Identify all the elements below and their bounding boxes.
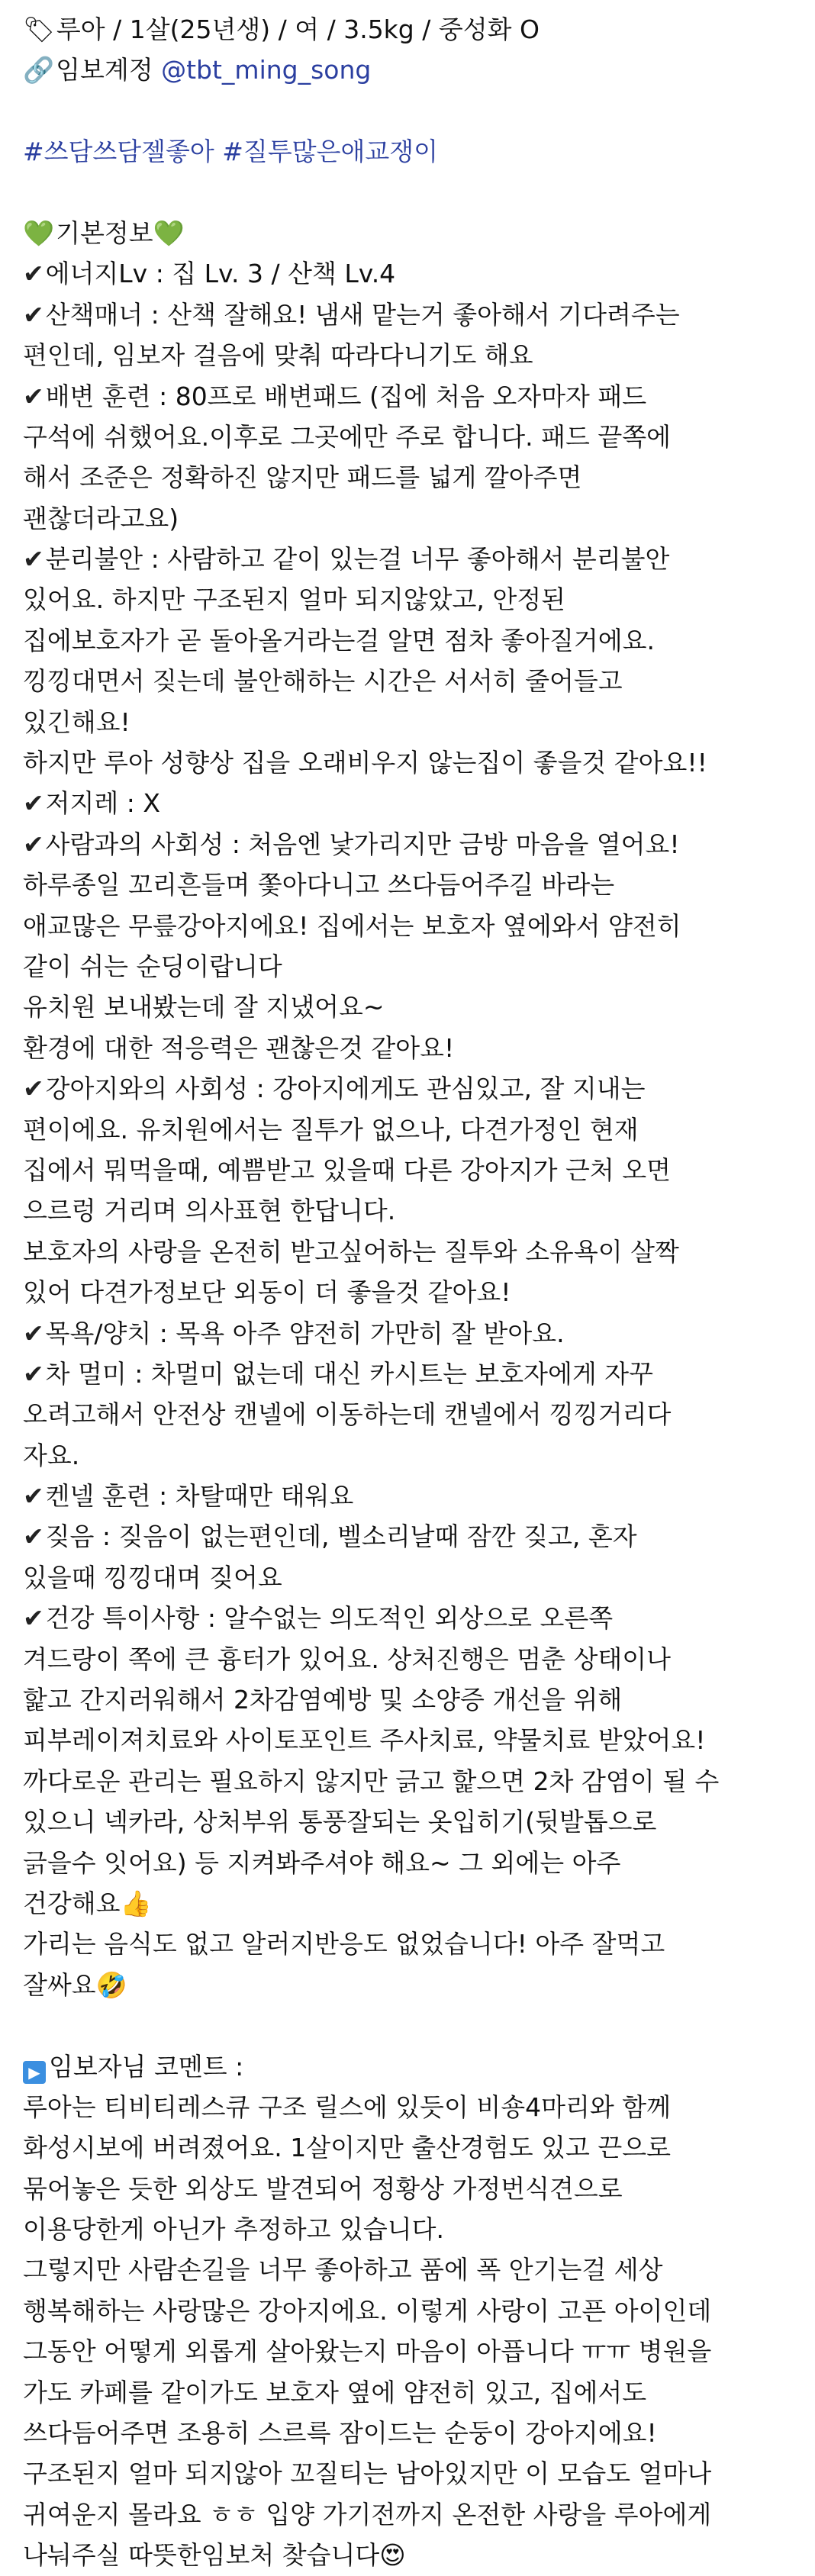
comment-line <box>23 2372 797 2413</box>
basic-info-line <box>23 1843 797 1883</box>
thumbs-up-icon: 👍 <box>120 1888 152 1918</box>
basic-info-list <box>23 253 797 2005</box>
basic-info-text: 있어요. 하지만 구조된지 얼마 되지않았고, 안정된 <box>23 584 565 615</box>
check-mark-icon: ✔ <box>23 829 44 859</box>
basic-info-line <box>23 661 797 701</box>
basic-info-text: 있을때 낑낑대며 짖어요 <box>23 1562 282 1592</box>
basic-info-text: 강아지와의 사회성 : 강아지에게도 관심있고, 잘 지내는 <box>45 1074 646 1104</box>
basic-info-text: 보호자의 사랑을 온전히 받고싶어하는 질투와 소유욕이 살짝 <box>23 1236 679 1267</box>
basic-info-line <box>23 1150 797 1190</box>
basic-info-line <box>23 1924 797 1964</box>
basic-info-text: 분리불안 : 사람하고 같이 있는걸 너무 좋아해서 분리불안 <box>45 544 670 575</box>
basic-info-text: 집에보호자가 곧 돌아올거라는걸 알면 점차 좋아질거에요. <box>23 625 656 655</box>
check-mark-icon: ✔ <box>23 299 44 330</box>
basic-info-text: 집에서 뭐먹을때, 예쁨받고 있을때 다른 강아지가 근처 오면 <box>23 1154 671 1185</box>
label-tag-icon: 🏷 <box>23 14 55 44</box>
basic-info-line <box>23 1802 797 1842</box>
basic-info-line <box>23 865 797 905</box>
basic-info-line <box>23 742 797 783</box>
spacer <box>23 172 797 213</box>
basic-info-line <box>23 702 797 742</box>
check-mark-icon: ✔ <box>23 1521 44 1552</box>
basic-info-line <box>23 253 797 294</box>
play-button-icon: ▶ <box>23 2061 46 2084</box>
basic-info-text: 까다로운 관리는 필요하지 않지만 긁고 핥으면 2차 감염이 될 수 <box>23 1766 720 1796</box>
basic-info-text: 짖음 : 짖음이 없는편인데, 벨소리날때 잠깐 짖고, 혼자 <box>45 1521 637 1552</box>
laughing-face-icon: 🤣 <box>95 1969 127 2000</box>
comment-line <box>23 2331 797 2372</box>
basic-info-line <box>23 1639 797 1679</box>
basic-info-line <box>23 376 797 417</box>
basic-info-text: 잘싸요 <box>23 1969 96 2000</box>
spacer <box>23 2005 797 2046</box>
basic-info-line <box>23 457 797 497</box>
check-mark-icon: ✔ <box>23 788 44 819</box>
basic-info-line <box>23 417 797 457</box>
green-heart-icon: 💚 <box>23 217 55 248</box>
basic-info-text: 하지만 루아 성향상 집을 오래비우지 않는집이 좋을것 같아요!! <box>23 748 707 778</box>
basic-info-text: 애교많은 무릎강아지에요! 집에서는 보호자 옆에와서 얌전히 <box>23 910 681 941</box>
basic-info-text: 저지레 : X <box>45 788 160 819</box>
check-mark-icon: ✔ <box>23 1074 44 1104</box>
basic-info-line <box>23 946 797 987</box>
basic-info-line <box>23 1435 797 1476</box>
account-handle-link[interactable]: @tbt_ming_song <box>161 55 372 85</box>
basic-info-line <box>23 906 797 946</box>
basic-info-line <box>23 1232 797 1272</box>
basic-info-text: 하루종일 꼬리흔들며 쫓아다니고 쓰다듬어주길 바라는 <box>23 870 615 900</box>
comment-text: 가도 카페를 같이가도 보호자 옆에 얌전히 있고, 집에서도 <box>23 2377 647 2407</box>
basic-info-text: 있긴해요! <box>23 707 130 737</box>
basic-info-text: 있으니 넥카라, 상처부위 통풍잘되는 옷입히기(뒷발톱으로 <box>23 1807 657 1837</box>
comment-title: 임보자님 코멘트 : <box>49 2051 244 2082</box>
heart-eyes-icon: 😍 <box>379 2540 406 2571</box>
basic-info-line <box>23 1190 797 1231</box>
basic-info-line <box>23 539 797 579</box>
basic-info-text: 낑낑대면서 짖는데 불안해하는 시간은 서서히 줄어들고 <box>23 666 623 697</box>
spacer <box>23 91 797 131</box>
basic-info-text: 건강 특이사항 : 알수없는 의도적인 외상으로 오른쪽 <box>45 1603 614 1634</box>
comment-text: 그렇지만 사람손길을 너무 좋아하고 품에 폭 안기는걸 세상 <box>23 2255 663 2285</box>
basic-info-text: 긁을수 잇어요) 등 지켜봐주셔야 해요~ 그 외에는 아주 <box>23 1847 621 1878</box>
basic-info-text: 편인데, 임보자 걸음에 맞춰 따라다니기도 해요 <box>23 340 533 371</box>
comment-line <box>23 2453 797 2494</box>
basic-info-line <box>23 1679 797 1720</box>
basic-info-line <box>23 824 797 865</box>
basic-info-line <box>23 783 797 823</box>
basic-info-line <box>23 1068 797 1109</box>
basic-info-line <box>23 1598 797 1638</box>
basic-info-text: 같이 쉬는 순딩이랍니다 <box>23 951 282 981</box>
basic-info-text: 목욕/양치 : 목욕 아주 얌전히 가만히 잘 받아요. <box>45 1318 565 1348</box>
account-line <box>23 50 797 90</box>
basic-info-line <box>23 1516 797 1557</box>
basic-info-text: 자요. <box>23 1440 80 1470</box>
comment-text: 귀여운지 몰라요 ㅎㅎ 입양 가기전까지 온전한 사랑을 루아에게 <box>23 2499 712 2529</box>
basic-info-text: 편이에요. 유치원에서는 질투가 없으나, 다견가정인 현재 <box>23 1114 639 1145</box>
green-heart-icon: 💚 <box>153 217 185 248</box>
basic-info-text: 가리는 음식도 없고 알러지반응도 없었습니다! 아주 잘먹고 <box>23 1929 665 1959</box>
basic-info-text: 겨드랑이 쪽에 큰 흉터가 있어요. 상처진행은 멈춘 상태이나 <box>23 1644 671 1674</box>
comment-line <box>23 2494 797 2535</box>
check-mark-icon: ✔ <box>23 544 44 575</box>
basic-info-text: 피부레이져치료와 사이토포인트 주사치료, 약물치료 받았어요! <box>23 1725 706 1756</box>
basic-info-line <box>23 987 797 1027</box>
basic-info-line <box>23 1883 797 1924</box>
basic-info-text: 산책매너 : 산책 잘해요! 냄새 맡는거 좋아해서 기다려주는 <box>45 299 680 330</box>
basic-info-line <box>23 1354 797 1394</box>
basic-info-line <box>23 1720 797 1760</box>
comment-line <box>23 2169 797 2209</box>
basic-info-text: 구석에 쉬했어요.이후로 그곳에만 주로 합니다. 패드 끝쪽에 <box>23 421 671 452</box>
basic-info-line <box>23 1028 797 1068</box>
comment-line <box>23 2535 797 2575</box>
profile-info-text: 루아 / 1살(25년생) / 여 / 3.5kg / 중성화 O <box>56 14 540 44</box>
basic-info-text: 있어 다견가정보단 외동이 더 좋을것 같아요! <box>23 1277 511 1308</box>
comment-line <box>23 2413 797 2453</box>
comment-line <box>23 2127 797 2168</box>
basic-info-title: 기본정보 <box>56 217 153 248</box>
comment-text: 행복해하는 사랑많은 강아지에요. 이렇게 사랑이 고픈 아이인데 <box>23 2295 712 2326</box>
basic-info-line <box>23 1476 797 1516</box>
comment-list <box>23 2087 797 2576</box>
check-mark-icon: ✔ <box>23 259 44 289</box>
basic-info-line <box>23 1109 797 1150</box>
basic-info-text: 환경에 대한 적응력은 괜찮은것 같아요! <box>23 1032 455 1063</box>
basic-info-text: 차 멀미 : 차멀미 없는데 대신 카시트는 보호자에게 자꾸 <box>45 1358 654 1389</box>
basic-info-text: 오려고해서 안전상 캔넬에 이동하는데 캔넬에서 낑낑거리다 <box>23 1399 672 1430</box>
basic-info-text: 해서 조준은 정확하진 않지만 패드를 넓게 깔아주면 <box>23 462 582 493</box>
check-mark-icon: ✔ <box>23 1318 44 1348</box>
basic-info-line <box>23 1557 797 1598</box>
basic-info-line <box>23 498 797 539</box>
comment-heading <box>23 2046 797 2087</box>
basic-info-line <box>23 295 797 335</box>
basic-info-text: 유치원 보내봤는데 잘 지냈어요~ <box>23 992 385 1022</box>
basic-info-line <box>23 1761 797 1802</box>
comment-line <box>23 2249 797 2290</box>
comment-text: 그동안 어떻게 외롭게 살아왔는지 마음이 아픕니다 ㅠㅠ 병원을 <box>23 2336 712 2367</box>
account-label: 임보계정 <box>56 55 162 85</box>
comment-text: 쓰다듬어주면 조용히 스르륵 잠이드는 순둥이 강아지에요! <box>23 2418 657 2449</box>
basic-info-line <box>23 1965 797 2005</box>
basic-info-text: 켄넬 훈련 : 차탈때만 태워요 <box>45 1481 354 1512</box>
comment-text: 구조된지 얼마 되지않아 꼬질티는 남아있지만 이 모습도 얼마나 <box>23 2458 712 2489</box>
comment-text: 화성시보에 버려졌어요. 1살이지만 출산경험도 있고 끈으로 <box>23 2133 672 2163</box>
basic-info-text: 건강해요 <box>23 1888 121 1918</box>
comment-line <box>23 2087 797 2127</box>
basic-info-line <box>23 1394 797 1435</box>
basic-info-line <box>23 1272 797 1312</box>
comment-text: 나눠주실 따뜻한임보처 찾습니다 <box>23 2540 380 2571</box>
basic-info-line <box>23 620 797 661</box>
check-mark-icon: ✔ <box>23 1603 44 1634</box>
comment-line <box>23 2291 797 2331</box>
basic-info-text: 에너지Lv : 집 Lv. 3 / 산책 Lv.4 <box>45 259 396 289</box>
check-mark-icon: ✔ <box>23 1358 44 1389</box>
basic-info-heading <box>23 213 797 253</box>
comment-line <box>23 2209 797 2249</box>
comment-text: 묶어놓은 듯한 외상도 발견되어 정황상 가정번식견으로 <box>23 2173 623 2204</box>
basic-info-text: 으르렁 거리며 의사표현 한답니다. <box>23 1196 396 1226</box>
check-mark-icon: ✔ <box>23 1481 44 1512</box>
basic-info-line <box>23 579 797 620</box>
comment-text: 이용당한게 아닌가 추정하고 있습니다. <box>23 2214 445 2245</box>
basic-info-text: 배변 훈련 : 80프로 배변패드 (집에 처음 오자마자 패드 <box>45 381 647 411</box>
basic-info-text: 사람과의 사회성 : 처음엔 낯가리지만 금방 마음을 열어요! <box>45 829 680 859</box>
check-mark-icon: ✔ <box>23 381 44 411</box>
basic-info-text: 괜찮더라고요) <box>23 503 179 533</box>
profile-info-line <box>23 9 797 50</box>
hashtags[interactable]: #쓰담쓰담젤좋아 #질투많은애교쟁이 <box>23 137 438 167</box>
link-icon: 🔗 <box>23 55 55 85</box>
comment-text: 루아는 티비티레스큐 구조 릴스에 있듯이 비숑4마리와 함께 <box>23 2091 672 2122</box>
basic-info-line <box>23 335 797 375</box>
basic-info-text: 핥고 간지러워해서 2차감염예방 및 소양증 개선을 위해 <box>23 1685 623 1715</box>
basic-info-line <box>23 1313 797 1354</box>
